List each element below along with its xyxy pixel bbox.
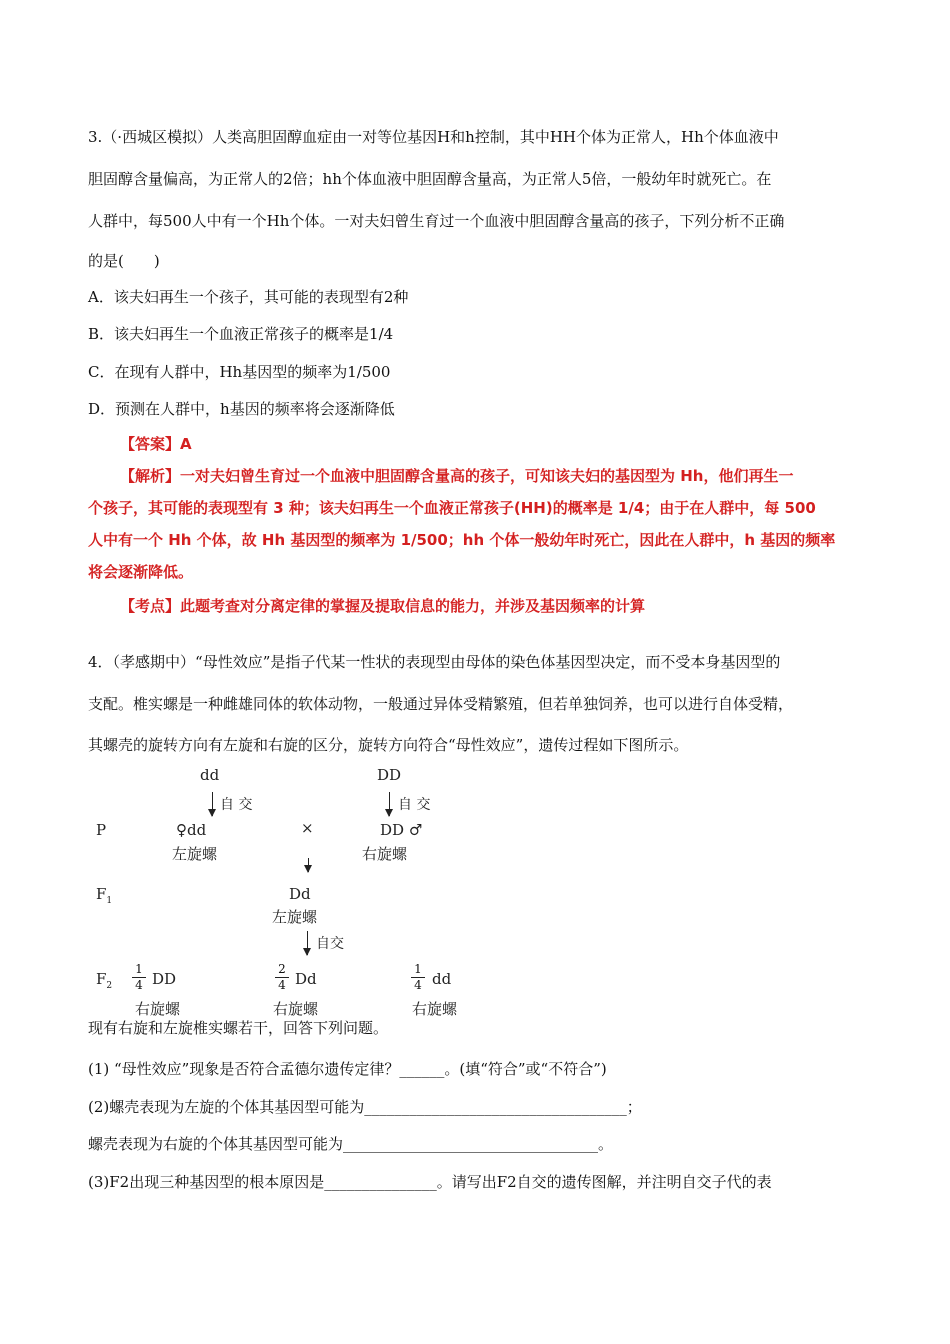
f2-phenotype-3: 右旋螺 [412, 1000, 458, 1018]
f2-genotype-dd: dd [432, 970, 452, 988]
q4-stem-line-1: 4．（孝感期中）“母性效应”是指子代某一性状的表现型由母体的染色体基因型决定，而不受本身基因型的 [88, 653, 781, 671]
generation-P-label: P [96, 821, 107, 839]
q4-intro: 现有右旋和左旋椎实螺若干，回答下列问题。 [88, 1019, 389, 1037]
q3-option-c: C．在现有人群中，Hh基因型的频率为1/500 [88, 363, 391, 381]
q3-analysis-line-4: 将会逐渐降低。 [88, 563, 194, 581]
q3-option-a: A．该夫妇再生一个孩子，其可能的表现型有2种 [88, 288, 409, 306]
q4-stem-line-3: 其螺壳的旋转方向有左旋和右旋的区分，旋转方向符合“母性效应”，遗传过程如下图所示。 [88, 736, 689, 754]
selfing-arrow-right [389, 792, 390, 816]
q3-analysis-line-2: 个孩子，其可能的表现型有 3 种；该夫妇再生一个血液正常孩子(HH)的概率是 1/4；由于在人群中，每 500 [88, 499, 816, 517]
selfing-arrow-left [212, 792, 213, 816]
q3-analysis-line-1: 【解析】一对夫妇曾生育过一个血液中胆固醇含量高的孩子，可知该夫妇的基因型为 Hh，他们再生一 [120, 467, 794, 485]
cross-symbol: × [301, 819, 314, 837]
male-phenotype: 右旋螺 [362, 845, 408, 863]
f2-fraction-Dd: 2 4 [275, 963, 289, 992]
q3-option-d: D．预测在人群中，h基因的频率将会逐渐降低 [88, 400, 395, 418]
q3-answer: 【答案】A [120, 435, 192, 453]
f1-genotype: Dd [289, 885, 311, 903]
f2-fraction-DD: 1 4 [132, 963, 146, 992]
q4-sub-question-2b: 螺壳表现为右旋的个体其基因型可能为__________________________________。 [88, 1135, 614, 1153]
generation-F2-label: $F_2$ [96, 970, 113, 991]
f1-phenotype: 左旋螺 [272, 908, 318, 926]
q4-sub-question-1: (1) “母性效应”现象是否符合孟德尔遗传定律？______。(填“符合”或“不符合”) [88, 1060, 607, 1078]
genotype-dd-top: dd [200, 766, 220, 784]
female-parent-dd: ♀dd [176, 821, 207, 839]
f2-genotype-Dd: Dd [295, 970, 317, 988]
q3-stem-line-3: 人群中，每500人中有一个Hh个体。一对夫妇曾生育过一个血液中胆固醇含量高的孩子，下列分析不正确 [88, 212, 785, 230]
q3-stem-line-2: 胆固醇含量偏高，为正常人的2倍；hh个体血液中胆固醇含量高，为正常人5倍，一般幼年时就死亡。在 [88, 170, 772, 188]
q4-stem-line-2: 支配。椎实螺是一种雌雄同体的软体动物，一般通过异体受精繁殖，但若单独饲养，也可以进行自体受精， [88, 695, 794, 713]
f2-phenotype-1: 右旋螺 [135, 1000, 181, 1018]
f2-genotype-DD: DD [152, 970, 177, 988]
q4-sub-question-3: (3)F2出现三种基因型的根本原因是_______________。请写出F2自交的遗传图解，并注明自交子代的表 [88, 1173, 772, 1191]
selfing-arrow-f1 [307, 931, 308, 955]
generation-F1-label: $F_1$ [96, 885, 113, 906]
genotype-DD-top: DD [377, 766, 402, 784]
selfing-label-left: 自 交 [220, 797, 253, 813]
q3-option-b: B．该夫妇再生一个血液正常孩子的概率是1/4 [88, 325, 394, 343]
selfing-label-right: 自 交 [398, 797, 431, 813]
cross-down-arrow [308, 858, 309, 872]
f2-fraction-dd: 1 4 [411, 963, 425, 992]
q3-stem-line-1: 3.（·西城区模拟）人类高胆固醇血症由一对等位基因H和h控制，其中HH个体为正常人，Hh个体血液中 [88, 128, 779, 146]
q3-analysis-line-3: 人中有一个 Hh 个体，故 Hh 基因型的频率为 1/500；hh 个体一般幼年时死亡，因此在人群中，h 基因的频率 [88, 531, 836, 549]
female-phenotype: 左旋螺 [172, 845, 218, 863]
q3-stem-line-4: 的是( ) [88, 252, 160, 270]
f2-phenotype-2: 右旋螺 [273, 1000, 319, 1018]
q3-key-point: 【考点】此题考查对分离定律的掌握及提取信息的能力，并涉及基因频率的计算 [120, 597, 646, 615]
male-parent-DD: DD ♂ [380, 821, 423, 839]
selfing-label-f1: 自交 [316, 936, 344, 952]
q4-sub-question-2a: (2)螺壳表现为左旋的个体其基因型可能为___________________________________； [88, 1098, 642, 1116]
